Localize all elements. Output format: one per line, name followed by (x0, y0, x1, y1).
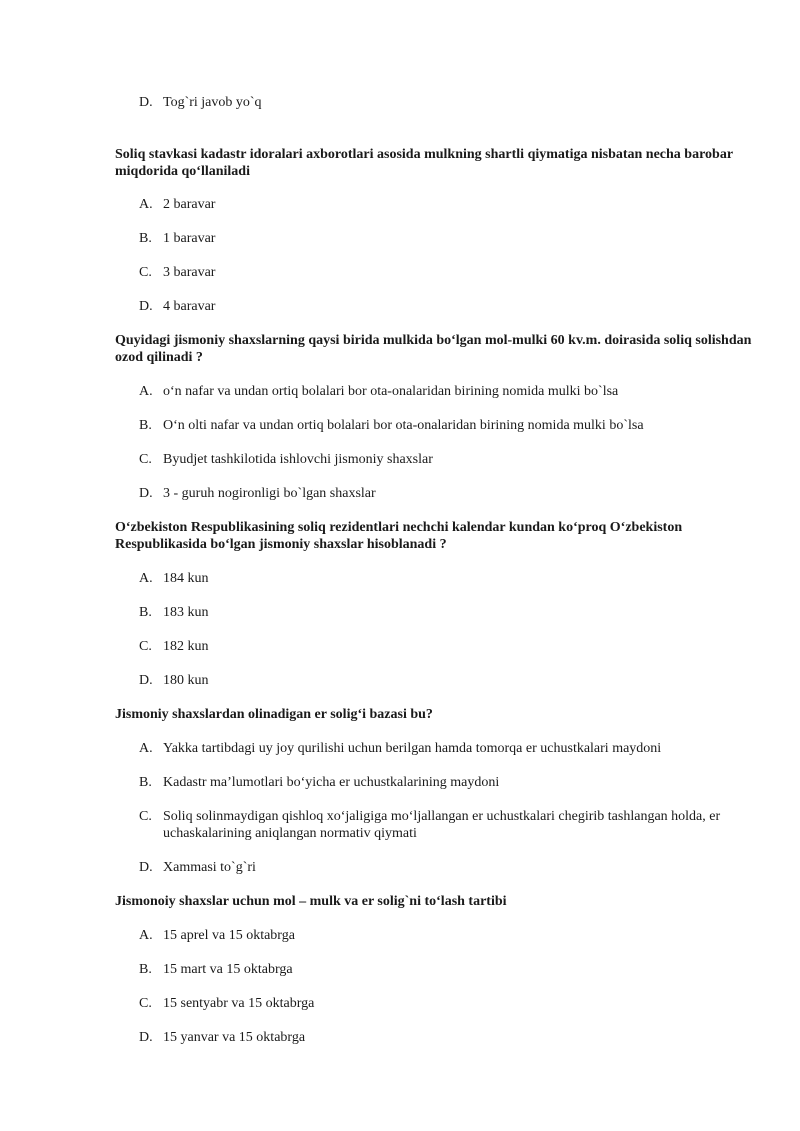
option-letter: A. (139, 197, 153, 212)
option-text: Kadastr ma’lumotlari bo‘yicha er uchustkalarining maydoni (163, 775, 500, 790)
option-letter: A. (139, 741, 153, 756)
option-letter: D. (139, 1030, 153, 1045)
option-text: 4 baravar (163, 299, 216, 314)
option-text: Tog`ri javob yo`q (163, 95, 262, 110)
question-title: Jismoniy shaxslardan olinadigan er solig‘i bazasi bu? (115, 707, 433, 722)
option-letter: A. (139, 571, 153, 586)
question-title: Soliq stavkasi kadastr idoralari axborotlari asosida mulkning shartli qiymatiga nisbatan necha barobar miqdorida qo‘llaniladi (115, 147, 733, 179)
question-title: O‘zbekiston Respublikasining soliq rezidentlari nechchi kalendar kundan ko‘proq O‘zbekiston Respublikasida bo‘lgan jismoniy shaxslar hisoblanadi ? (115, 520, 683, 552)
option-letter: C. (139, 639, 152, 654)
option-letter: C. (139, 809, 152, 824)
option-text: 15 aprel va 15 oktabrga (163, 928, 295, 943)
option-text: Yakka tartibdagi uy joy qurilishi uchun berilgan hamda tomorqa er uchustkalari maydoni (163, 741, 662, 756)
option-text: 2 baravar (163, 197, 216, 212)
option-letter: D. (139, 95, 153, 110)
option-letter: C. (139, 452, 152, 467)
option-letter: D. (139, 860, 153, 875)
option-text: 15 sentyabr va 15 oktabrga (163, 996, 315, 1011)
option-letter: C. (139, 265, 152, 280)
option-text: Soliq solinmaydigan qishloq xo‘jaligiga mo‘ljallangan er uchustkalari chegirib tashlangan holda, er uchaskalarining aniqlangan normativ qiymati (163, 809, 721, 841)
option-text: Byudjet tashkilotida ishlovchi jismoniy shaxslar (163, 452, 433, 467)
option-text: 183 kun (163, 605, 209, 620)
option-text: 182 kun (163, 639, 209, 654)
option-text: 15 yanvar va 15 oktabrga (163, 1030, 306, 1045)
option-text: 1 baravar (163, 231, 216, 246)
option-letter: D. (139, 486, 153, 501)
option-letter: D. (139, 299, 153, 314)
option-letter: B. (139, 775, 152, 790)
option-letter: C. (139, 996, 152, 1011)
option-letter: D. (139, 673, 153, 688)
option-text: O‘n olti nafar va undan ortiq bolalari bor ota-onalaridan birining nomida mulki bo`lsa (163, 418, 644, 433)
question-title: Jismonoiy shaxslar uchun mol – mulk va er solig`ni to‘lash tartibi (115, 894, 507, 909)
option-text: o‘n nafar va undan ortiq bolalari bor ota-onalaridan birining nomida mulki bo`lsa (163, 384, 619, 399)
option-text: 184 kun (163, 571, 209, 586)
option-letter: A. (139, 384, 153, 399)
option-text: 3 baravar (163, 265, 216, 280)
question-title: Quyidagi jismoniy shaxslarning qaysi birida mulkida bo‘lgan mol-mulki 60 kv.m. doirasida soliq solishdan ozod qilinadi ? (115, 333, 752, 365)
option-letter: B. (139, 605, 152, 620)
option-text: Xammasi to`g`ri (163, 860, 256, 875)
option-text: 3 - guruh nogironligi bo`lgan shaxslar (163, 486, 376, 501)
option-text: 15 mart va 15 oktabrga (163, 962, 293, 977)
option-text: 180 kun (163, 673, 209, 688)
option-letter: B. (139, 418, 152, 433)
option-letter: B. (139, 231, 152, 246)
option-letter: B. (139, 962, 152, 977)
option-letter: A. (139, 928, 153, 943)
